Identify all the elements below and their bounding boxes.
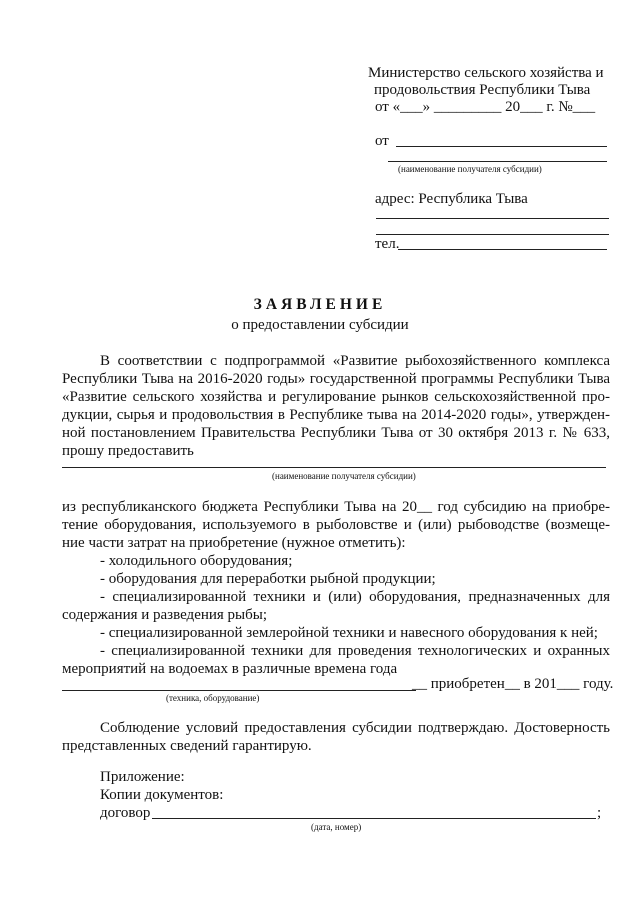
address-field-line-2[interactable]: [376, 234, 609, 235]
from-field-line[interactable]: [396, 146, 607, 147]
p2-line: ние части затрат на приобретение (нужное отметить):: [62, 535, 406, 551]
contract-end-mark: ;: [597, 805, 602, 821]
phone-field-line[interactable]: [398, 249, 607, 250]
paragraph-confirmation: [62, 719, 610, 755]
confirm-line: Соблюдение условий предоставления субсидии подтверждаю. Достоверность: [100, 720, 610, 736]
ministry-name-line2: продовольствия Республики Тыва: [374, 82, 591, 98]
option-item-continuation: содержания и разведения рыбы;: [62, 607, 268, 623]
recipient-caption-2: (наименование получателя субсидии): [272, 471, 416, 481]
copies-label: Копии документов:: [100, 787, 224, 803]
option-item[interactable]: - холодильного оборудования;: [100, 553, 293, 569]
contract-field-line[interactable]: [152, 818, 596, 819]
option-item[interactable]: - специализированной землеройной техники и навесного оборудования к ней;: [100, 625, 598, 641]
document-title: ЗАЯВЛЕНИЕ: [253, 296, 387, 313]
paragraph-budget: [62, 498, 610, 678]
confirm-line: представленных сведений гарантирую.: [62, 738, 312, 754]
equipment-caption: (техника, оборудование): [166, 693, 260, 703]
p2-line: из республиканского бюджета Республики Тыва на 20__ год субсидию на приобре-: [62, 499, 610, 515]
option-item[interactable]: - специализированной техники для проведения технологических и охранных: [100, 643, 610, 659]
from-label: от: [375, 133, 389, 149]
option-item[interactable]: - оборудования для переработки рыбной продукции;: [100, 571, 436, 587]
equipment-field-line[interactable]: [62, 690, 416, 691]
option-item-continuation: мероприятий на водоемах в различные времена года: [62, 661, 398, 677]
p1-line: В соответствии с подпрограммой «Развитие рыбохозяйственного комплекса: [100, 353, 610, 369]
p1-line: Республики Тыва на 2016-2020 годы» государственной программы Республики Тыва: [62, 371, 610, 387]
document-subtitle: о предоставлении субсидии: [231, 317, 409, 333]
contract-label: договор: [100, 805, 151, 821]
address-label: адрес: Республика Тыва: [375, 191, 528, 207]
p1-line: прошу предоставить: [62, 443, 194, 459]
address-field-line-1[interactable]: [376, 218, 609, 219]
recipient-caption: (наименование получателя субсидии): [398, 164, 542, 174]
recipient-name-field-line[interactable]: [62, 467, 606, 468]
contract-caption: (дата, номер): [311, 822, 362, 832]
ministry-name-line1: Министерство сельского хозяйства и: [368, 65, 604, 81]
p1-line: ной постановлением Правительства Республики Тыва от 30 октября 2013 г. № 633,: [62, 425, 610, 441]
acquired-year-text: __ приобретен__ в 201___ году.: [412, 676, 614, 692]
p2-line: тение оборудования, используемого в рыболовстве и (или) рыбоводстве (возмеще-: [62, 517, 610, 533]
p1-line: «Развитие сельского хозяйства и регулирование рынков сельскохозяйственной про-: [62, 389, 610, 405]
option-item[interactable]: - специализированной техники и (или) оборудования, предназначенных для: [100, 589, 610, 605]
date-number-line: от «___» _________ 20___ г. №___: [375, 99, 596, 115]
p1-line: дукции, сырья и продовольствия в Республике тыва на 2014-2020 годы», утвержден-: [62, 407, 610, 423]
phone-label: тел.: [375, 236, 400, 252]
paragraph-request: [62, 352, 610, 460]
attachments-label: Приложение:: [100, 769, 185, 785]
from-field-line-2[interactable]: [388, 161, 607, 162]
